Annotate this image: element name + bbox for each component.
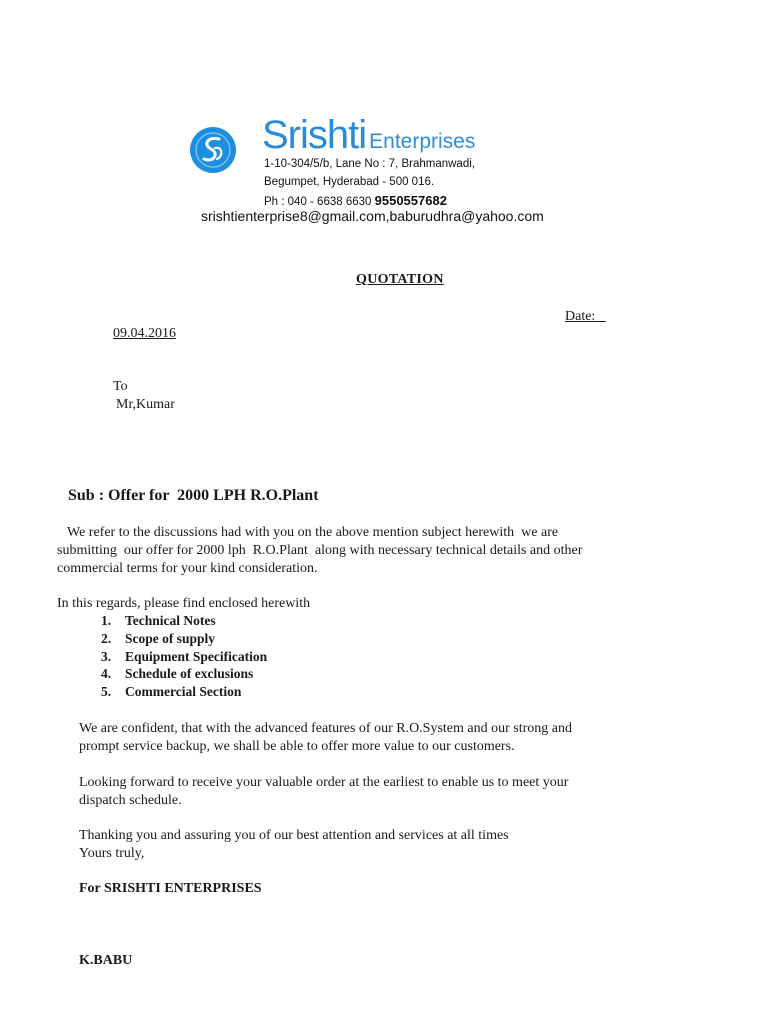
address-line-1: 1-10-304/5/b, Lane No : 7, Brahmanwadi,: [264, 158, 475, 170]
address-line-2: Begumpet, Hyderabad - 500 016.: [264, 176, 435, 188]
date-value: 09.04.2016: [113, 326, 176, 341]
enclosure-item: 4. Schedule of exclusions: [101, 666, 254, 681]
enclosure-item: 5. Commercial Section: [101, 684, 242, 699]
enclosure-item: 1. Technical Notes: [101, 613, 216, 628]
brand-wordmark: [262, 113, 475, 158]
brand-name: Srishti: [262, 113, 367, 157]
for-company: For SRISHTI ENTERPRISES: [79, 881, 262, 896]
subject-line: Sub : Offer for 2000 LPH R.O.Plant: [68, 487, 319, 504]
signatory-name: K.BABU: [79, 953, 133, 968]
email-addresses: srishtienterprise8@gmail.com,baburudhra@yahoo.com: [201, 208, 544, 224]
enclosed-intro: In this regards, please find enclosed herewith: [57, 596, 311, 611]
date-label: Date:: [565, 309, 596, 324]
brand-suffix: Enterprises: [369, 130, 476, 153]
phone-landline: Ph : 040 - 6638 6630: [264, 196, 372, 208]
enclosure-item: 3. Equipment Specification: [101, 649, 268, 664]
closing: Yours truly,: [79, 846, 145, 861]
intro-line-3: commercial terms for your kind consideration.: [57, 561, 318, 576]
company-logo: [189, 126, 237, 174]
to-label: To: [113, 379, 128, 394]
forward-line-2: dispatch schedule.: [79, 793, 182, 808]
document-title: QUOTATION: [356, 272, 444, 287]
recipient-name: Mr,Kumar: [116, 397, 175, 412]
phone-mobile: 9550557682: [374, 193, 447, 208]
phone-line: [264, 193, 447, 208]
intro-line-2: submitting our offer for 2000 lph R.O.Plant along with necessary technical details and other: [57, 543, 583, 558]
confident-line-2: prompt service backup, we shall be able to offer more value to our customers.: [79, 739, 515, 754]
forward-line-1: Looking forward to receive your valuable order at the earliest to enable us to meet your: [79, 775, 569, 790]
intro-line-1: We refer to the discussions had with you on the above mention subject herewith we are: [67, 525, 559, 540]
confident-line-1: We are confident, that with the advanced features of our R.O.System and our strong and: [79, 721, 573, 736]
thanks-line: Thanking you and assuring you of our best attention and services at all times: [79, 828, 509, 843]
enclosure-item: 2. Scope of supply: [101, 631, 216, 646]
